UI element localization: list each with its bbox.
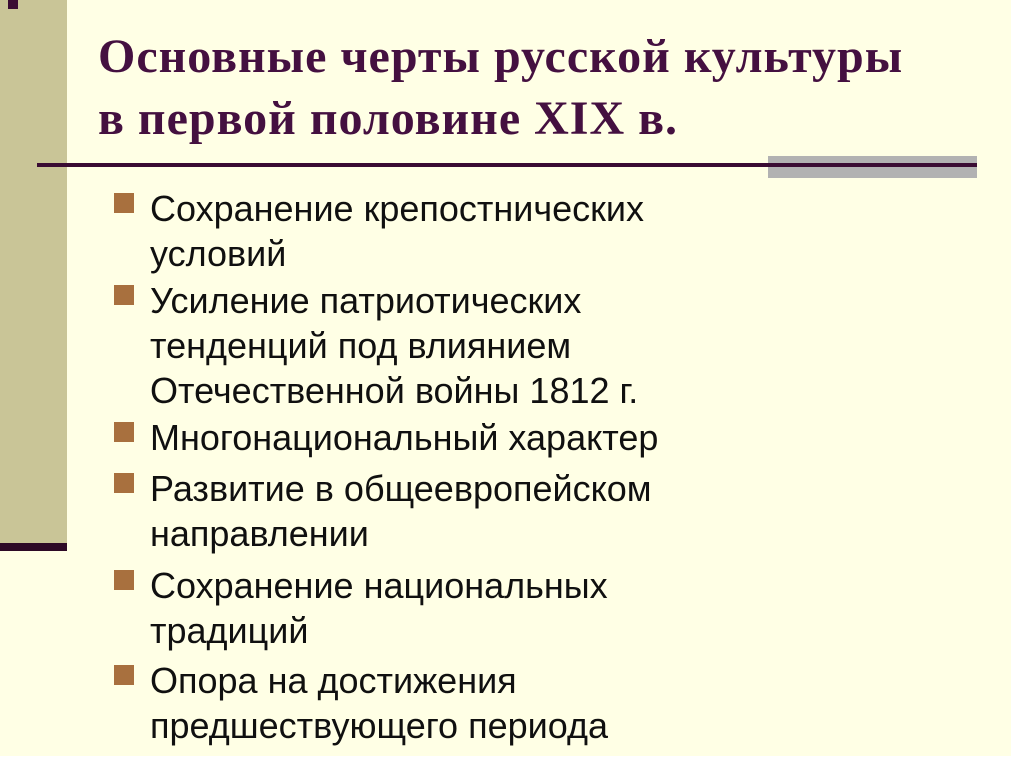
bullet-text-line: традиций [150,610,309,651]
bullet-text [150,563,894,653]
left-accent-band-footer-bar [0,543,67,551]
slide-title-line-1: Основные черты русской культуры [98,30,904,83]
bullet-text-line: Усиление патриотических [150,280,582,321]
bullet-text [150,466,894,556]
slide-title-line-2: в первой половине XIX в. [98,92,679,145]
bullet-text [150,278,894,413]
bullet-text [150,415,894,460]
list-item [114,186,894,276]
bullet-square-icon [114,473,134,493]
list-item [114,466,894,556]
gray-accent-bar [768,156,977,178]
title-underline-rule [37,163,977,167]
bullet-text-line: условий [150,233,287,274]
top-left-accent-square [8,0,18,9]
bullet-text [150,186,894,276]
bullet-square-icon [114,665,134,685]
list-item [114,415,894,460]
bullet-text-line: Опора на достижения [150,660,517,701]
bullet-square-icon [114,193,134,213]
slide-title [98,26,998,150]
bullet-square-icon [114,570,134,590]
left-accent-band [0,0,67,543]
bullet-text-line: Сохранение крепостнических [150,188,644,229]
bullet-text-line: направлении [150,513,369,554]
list-item [114,278,894,413]
list-item [114,563,894,653]
bullet-text-line: Отечественной войны 1812 г. [150,370,639,411]
bullet-text-line: тенденций под влиянием [150,325,572,366]
bullet-text-line: Многонациональный характер [150,417,659,458]
bullet-text [150,658,894,748]
bullet-square-icon [114,285,134,305]
bullet-text-line: Сохранение национальных [150,565,608,606]
bullet-square-icon [114,422,134,442]
bullet-text-line: Развитие в общеевропейском [150,468,652,509]
list-item [114,658,894,748]
bullet-text-line: предшествующего периода [150,705,608,746]
